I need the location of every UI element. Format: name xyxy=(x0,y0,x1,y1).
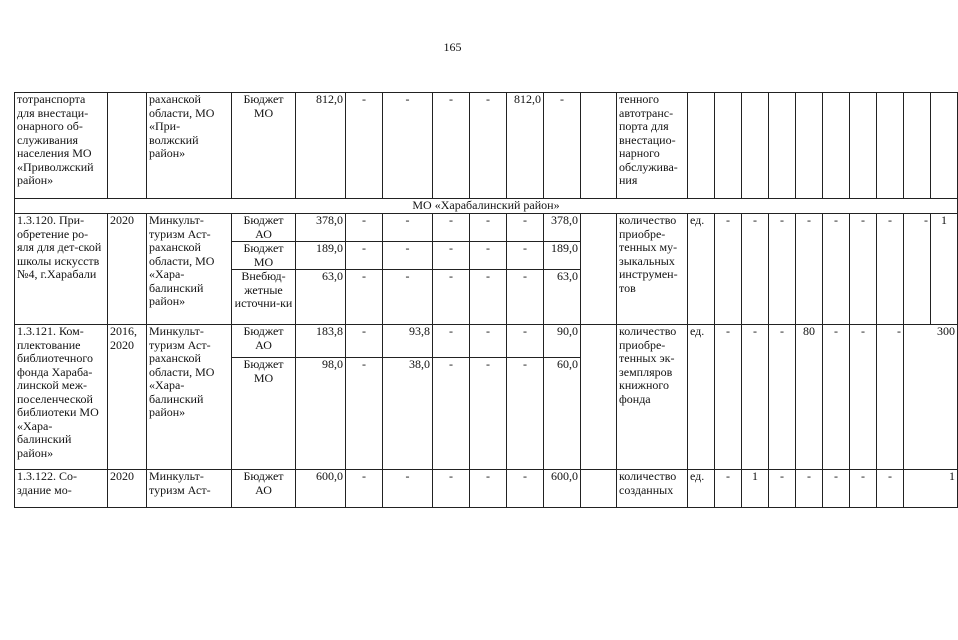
indicator-value: - xyxy=(796,214,823,325)
amount-cell: - xyxy=(346,242,383,270)
total-amount: 812,0 xyxy=(296,93,346,199)
executor-cell: Минкульт-туризм Аст- xyxy=(147,470,232,508)
program-table xyxy=(14,92,958,508)
indicator-value: 80 xyxy=(796,325,823,470)
indicator-value: - xyxy=(850,325,877,470)
funding-source: Бюджет МО xyxy=(232,242,296,270)
amount-cell: - xyxy=(470,358,507,470)
indicator-cell: количество созданных xyxy=(617,470,688,508)
amount-cell: 63,0 xyxy=(544,270,581,325)
indicator-cell: количество приобре-тенных эк-земпляров книжного фонда xyxy=(617,325,688,470)
amount-cell: - xyxy=(346,325,383,358)
amount-cell: - xyxy=(383,93,433,199)
indicator-value: 1 xyxy=(742,470,769,508)
funding-source: Внебюд-жетные источни-ки xyxy=(232,270,296,325)
indicator-value: - xyxy=(742,214,769,325)
amount-cell: - xyxy=(507,242,544,270)
event-name: 1.3.121. Ком-плектование библиотечного фонда Хараба-линской меж-поселенческой библиотеки МО «Хара-балинский район» xyxy=(15,325,108,470)
indicator-value: - xyxy=(796,470,823,508)
unit-cell: ед. xyxy=(688,325,715,470)
indicator-value: - xyxy=(823,325,850,470)
funding-source: Бюджет МО xyxy=(232,358,296,470)
funding-source: Бюджет АО xyxy=(232,325,296,358)
amount-cell: - xyxy=(346,470,383,508)
amount-cell: - xyxy=(433,214,470,242)
amount-cell: - xyxy=(433,270,470,325)
executor-cell: раханской области, МО «При-волжский район» xyxy=(147,93,232,199)
amount-cell: - xyxy=(346,93,383,199)
amount-cell: - xyxy=(346,214,383,242)
event-name: 1.3.122. Со-здание мо- xyxy=(15,470,108,508)
total-amount: 183,8 xyxy=(296,325,346,358)
indicator-value: - xyxy=(715,214,742,325)
year-cell xyxy=(108,93,147,199)
indicator-value: - xyxy=(823,470,850,508)
amount-cell: - xyxy=(346,270,383,325)
amount-cell: - xyxy=(507,325,544,358)
indicator-value: - xyxy=(877,470,904,508)
amount-cell: - xyxy=(507,470,544,508)
amount-cell: 93,8 xyxy=(383,325,433,358)
indicator-cell: количество приобре-тенных му-зыкальных инструмен-тов xyxy=(617,214,688,325)
amount-cell: 378,0 xyxy=(544,214,581,242)
amount-cell: - xyxy=(383,270,433,325)
total-amount: 600,0 xyxy=(296,470,346,508)
page-number: 165 xyxy=(443,40,462,54)
amount-cell: - xyxy=(383,470,433,508)
year-cell: 2020 xyxy=(108,214,147,325)
indicator-value: - xyxy=(850,214,877,325)
amount-cell: - xyxy=(507,270,544,325)
indicator-value: 1 xyxy=(904,470,958,508)
total-amount: 63,0 xyxy=(296,270,346,325)
amount-cell: 600,0 xyxy=(544,470,581,508)
unit-cell: ед. xyxy=(688,214,715,325)
amount-cell: - xyxy=(544,93,581,199)
amount-cell: - xyxy=(470,325,507,358)
amount-cell: - xyxy=(507,214,544,242)
amount-cell: - xyxy=(433,325,470,358)
amount-cell: - xyxy=(346,358,383,470)
event-name: 1.3.120. При-обретение ро-яля для дет-ской школы искусств №4, г.Харабали xyxy=(15,214,108,325)
amount-cell: - xyxy=(507,358,544,470)
amount-cell: - xyxy=(433,470,470,508)
district-title: МО «Харабалинский район» xyxy=(15,199,958,214)
amount-cell: 60,0 xyxy=(544,358,581,470)
indicator-value: - xyxy=(769,325,796,470)
funding-source: Бюджет АО xyxy=(232,214,296,242)
indicator-value: - xyxy=(877,325,904,470)
amount-cell: - xyxy=(470,270,507,325)
indicator-cell: тенного автотранс-порта для внестацио-нарного обслужива-ния xyxy=(617,93,688,199)
amount-cell: - xyxy=(470,214,507,242)
amount-cell: 38,0 xyxy=(383,358,433,470)
district-row xyxy=(15,199,958,214)
total-amount: 98,0 xyxy=(296,358,346,470)
indicator-value: - xyxy=(769,470,796,508)
amount-cell: - xyxy=(470,470,507,508)
amount-cell: - xyxy=(383,214,433,242)
amount-cell: - xyxy=(470,93,507,199)
funding-source: Бюджет АО xyxy=(232,470,296,508)
indicator-value: - xyxy=(715,470,742,508)
funding-source: Бюджет МО xyxy=(232,93,296,199)
amount-cell: 90,0 xyxy=(544,325,581,358)
total-amount: 378,0 xyxy=(296,214,346,242)
indicator-value: - xyxy=(877,214,904,325)
indicator-value: - xyxy=(742,325,769,470)
year-cell: 2016, 2020 xyxy=(108,325,147,470)
table-row xyxy=(15,93,958,199)
indicator-value: - xyxy=(904,214,931,325)
table-row xyxy=(15,325,958,358)
indicator-value: - xyxy=(715,325,742,470)
year-cell: 2020 xyxy=(108,470,147,508)
indicator-value: 300 xyxy=(904,325,958,470)
amount-cell: 189,0 xyxy=(544,242,581,270)
table-row xyxy=(15,470,958,508)
executor-cell: Минкульт-туризм Аст-раханской области, МО «Хара-балинский район» xyxy=(147,325,232,470)
table-row xyxy=(15,214,958,242)
executor-cell: Минкульт-туризм Аст-раханской области, МО «Хара-балинский район» xyxy=(147,214,232,325)
amount-cell: - xyxy=(433,358,470,470)
total-amount: 189,0 xyxy=(296,242,346,270)
event-name: тотранспорта для внестаци-онарного об-служивания населения МО «Приволжский район» xyxy=(15,93,108,199)
unit-cell: ед. xyxy=(688,470,715,508)
indicator-value: - xyxy=(769,214,796,325)
amount-cell: - xyxy=(433,242,470,270)
indicator-value: - xyxy=(823,214,850,325)
amount-cell: - xyxy=(383,242,433,270)
indicator-value: - xyxy=(850,470,877,508)
indicator-value: 1 xyxy=(931,214,958,325)
amount-cell: - xyxy=(470,242,507,270)
amount-cell: - xyxy=(433,93,470,199)
amount-cell: 812,0 xyxy=(507,93,544,199)
